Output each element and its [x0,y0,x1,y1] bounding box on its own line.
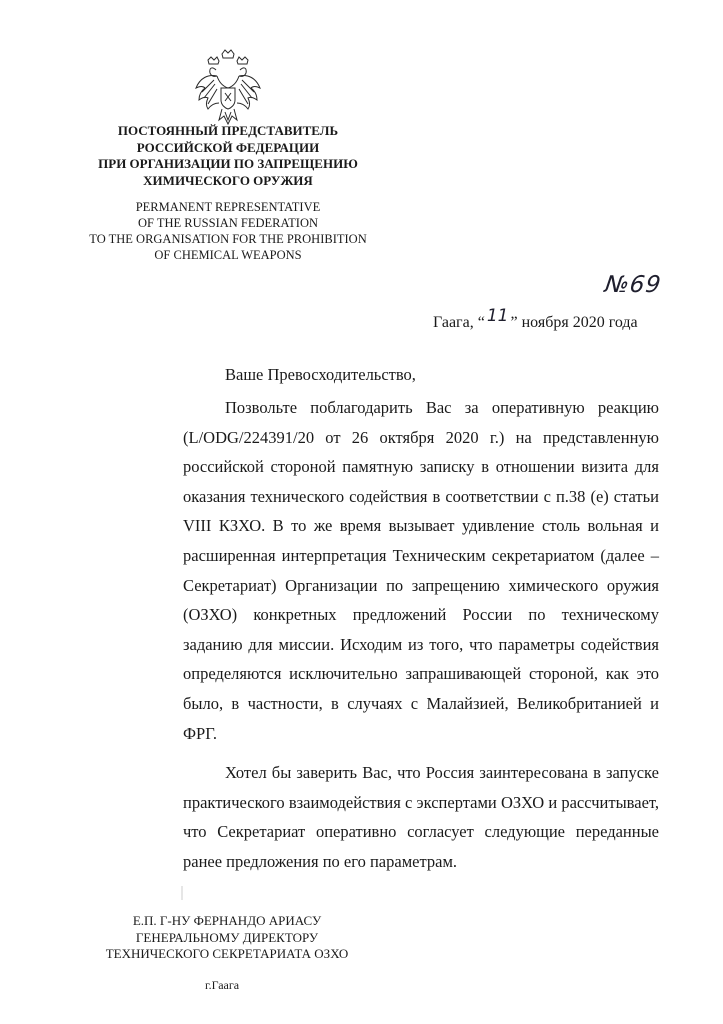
addressee-line: ТЕХНИЧЕСКОГО СЕКРЕТАРИАТА ОЗХО [105,946,349,961]
sender-title-en-line: OF CHEMICAL WEAPONS [154,248,302,262]
sender-title-en-line: TO THE ORGANISATION FOR THE PROHIBITION [89,232,367,246]
letter-number-handwritten: №69 [603,272,664,298]
sender-title-en-line: OF THE RUSSIAN FEDERATION [138,216,318,230]
sender-title-ru-line: РОССИЙСКОЙ ФЕДЕРАЦИИ [136,139,320,155]
scan-mark [181,886,183,900]
date-day-handwritten: 11 [486,306,509,326]
sender-title-en-line: PERMANENT REPRESENTATIVE [135,200,321,214]
body-paragraph: Позвольте поблагодарить Вас за оперативную реакцию (L/ODG/224391/20 от 26 октября 2020 г.) на представленную российской стороной памятную записку в отношении визита для оказания технического содействия в соответствии с п.38 (е) статьи VIII КЗХО. В то же время вызывает удивление столь вольная и расширенная интерпретация Техническим секретариатом (далее – Секретариат) Организации по запрещению химического оружия (ОЗХО) конкретных предложений России по техническому заданию для миссии. Исходим из того, что параметры содействия определяются исключительно запрашивающей стороной, как это было, в частности, в случаях с Малайзией, Великобританией и ФРГ. [183,398,659,743]
body-paragraph: Хотел бы заверить Вас, что Россия заинтересована в запуске практического взаимодействия с экспертами ОЗХО и рассчитывает, что Секретариат оперативно согласует следующие переданные ранее предложения по его параметрам. [183,763,659,871]
addressee-block [92,913,362,963]
sender-title-ru-line: ХИМИЧЕСКОГО ОРУЖИЯ [143,172,313,188]
addressee-line: ГЕНЕРАЛЬНОМУ ДИРЕКТОРУ [135,929,319,945]
sender-title-ru-line: ПРИ ОРГАНИЗАЦИИ ПО ЗАПРЕЩЕНИЮ [98,156,358,171]
letter-body [183,393,659,877]
date-prefix: Гаага, “ [433,314,485,331]
sender-title-ru [60,123,396,189]
greeting: Ваше Превосходительство, [225,365,416,384]
sender-title-en [60,199,396,263]
letter-date [433,306,638,332]
letter-number [605,272,680,306]
date-suffix: ” ноября 2020 года [510,314,638,331]
russian-coat-of-arms-icon [192,48,264,128]
addressee-city: г.Гаага [205,978,240,992]
addressee-line: Е.П. Г-НУ ФЕРНАНДО АРИАСУ [132,913,322,928]
sender-title-ru-line: ПОСТОЯННЫЙ ПРЕДСТАВИТЕЛЬ [117,123,339,138]
